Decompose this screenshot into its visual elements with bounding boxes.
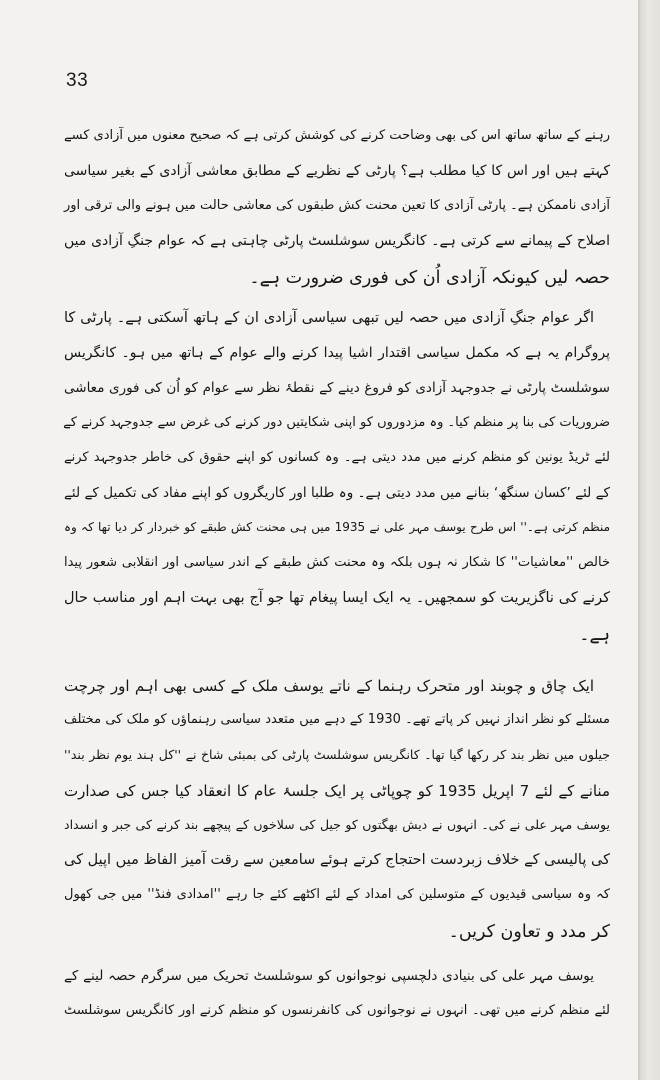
text-line: کہ وہ سیاسی قیدیوں کے متوسلین کی امداد کے لئے اکٹھے کئے جا رہے ''امدادی فنڈ'' میں جی کھول: [64, 887, 610, 902]
text-line: اگر عوام جنگِ آزادی میں حصہ لیں تبھی سیاسی آزادی ان کے ہاتھ آسکتی ہے۔ پارٹی کا: [64, 310, 594, 326]
text-line: کی پالیسی کے خلاف زبردست احتجاج کرتے ہوئے سامعین سے رقت آمیز الفاظ میں اپیل کی: [64, 852, 610, 868]
text-line: منانے کے لئے 7 اپریل 1935 کو چوپاٹی پر ایک جلسۂ عام کا انعقاد کیا جس کی صدارت: [64, 782, 610, 800]
text-line: لئے ٹریڈ یونین کو منظم کرنے میں مدد دیتی ہے۔ وہ کسانوں کو اپنے حقوق کی خاطر جدوجہد کرنے: [64, 450, 610, 465]
text-line: ضروریات کی بنا پر منظم کیا۔ وہ مزدوروں کو اپنی شکایتیں دور کرنے کی غرض سے جدوجہد کرنے کے: [63, 415, 610, 430]
text-line: سوشلسٹ پارٹی نے جدوجہد آزادی کو فروغ دینے کے نقطۂ نظر سے عوام کو اُن کی فوری معاشی: [64, 380, 610, 396]
text-line: کرنے کی ناگزیریت کو سمجھیں۔ یہ ایک ایسا پیغام تھا جو آج بھی بہت اہم اور مناسب حال: [64, 590, 610, 606]
text-line: رہنے کے ساتھ ساتھ اس کی بھی وضاحت کرنے کی کوشش کرتی ہے کہ صحیح معنوں میں آزادی کسے: [64, 128, 610, 143]
text-line: ہے۔: [579, 625, 610, 645]
text-line: یوسف مہر علی کی بنیادی دلچسپی نوجوانوں کو سوشلسٹ تحریک میں سرگرم حصہ لینے کے: [64, 968, 594, 984]
text-line: حصہ لیں کیونکہ آزادی اُن کی فوری ضرورت ہے۔: [249, 268, 610, 288]
text-line: کر مدد و تعاون کریں۔: [448, 922, 610, 942]
text-line: پروگرام یہ ہے کہ مکمل سیاسی اقتدار اشیا پیدا کرنے والے عوام کے ہاتھ میں ہو۔ کانگریس: [64, 345, 610, 361]
text-line: منظم کرتی ہے۔'' اس طرح یوسف مہر علی نے 1935 میں ہی محنت کش طبقے کو خبردار کر دیا تھا کہ وہ: [64, 520, 611, 534]
text-line: اصلاح کے پیمانے سے کرتی ہے۔ کانگریس سوشلسٹ پارٹی چاہتی ہے کہ عوام جنگِ آزادی میں: [64, 233, 610, 249]
text-line: لئے منظم کرنے میں تھی۔ انہوں نے نوجوانوں کی کانفرنسوں کو منظم کرنے اور کانگریس سوشلسٹ: [64, 1003, 610, 1018]
text-line: یوسف مہر علی نے کی۔ انہوں نے دیش بھگتوں کو جیل کی سلاخوں کے پیچھے بند کرنے کی جبر و انسداد: [64, 817, 610, 832]
page-number: 33: [66, 70, 89, 91]
page-edge-shadow: [638, 0, 660, 1080]
text-line: کے لئے ’کسان سنگھ‘ بنانے میں مدد دیتی ہے۔ وہ طلبا اور کاریگروں کو اپنے مفاد کی تکمیل کے لئے: [64, 485, 610, 501]
text-line: ایک چاق و چوبند اور متحرک رہنما کے ناتے یوسف ملک کے کسی بھی اہم اور چرچت: [64, 677, 594, 695]
text-line: آزادی ناممکن ہے۔ پارٹی آزادی کا تعین محنت کش طبقوں کی معاشی حالت میں ہونے والی ترقی اور: [64, 198, 610, 213]
text-line: کہتے ہیں اور اس کا کیا مطلب ہے؟ پارٹی کے نظریے کے مطابق معاشی آزادی کے بغیر سیاسی: [64, 163, 610, 179]
text-line: مسئلے کو نظر انداز نہیں کر پاتے تھے۔ 1930 کے دہے میں متعدد سیاسی رہنماؤں کو ملک کی مختلف: [64, 712, 611, 727]
text-line: خالص ''معاشیات'' کا شکار نہ ہوں بلکہ وہ محنت کش طبقے کے اندر سیاسی اور انقلابی شعور پیدا: [64, 555, 610, 570]
text-line: جیلوں میں نظر بند کر رکھا گیا تھا۔ کانگریس سوشلسٹ پارٹی کی بمبئی شاخ نے ''کل ہند یوم نظر بند'': [64, 747, 610, 762]
